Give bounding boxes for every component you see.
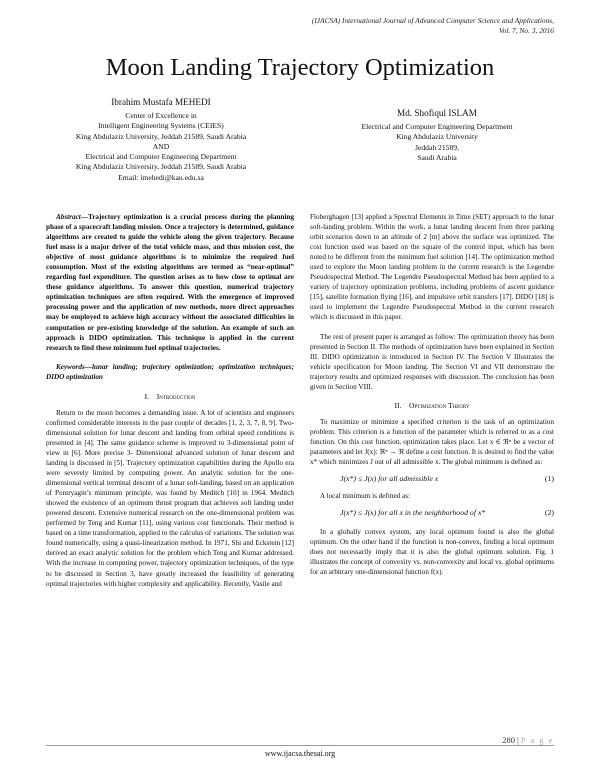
paper-title: Moon Landing Trajectory Optimization: [105, 54, 495, 81]
paragraph: A local minimum is defined as:: [320, 492, 411, 501]
author-affiliation-line: AND: [152, 141, 170, 151]
author-affiliation-line: King Abdulaziz University, Jeddah 21589, Saudi Arabia: [75, 131, 247, 141]
equation-2: [310, 508, 554, 518]
equation-1: [310, 474, 554, 484]
abstract-text: Trajectory optimization is a crucial process during the planning phase of a spacecraft landing mission. Once a trajectory is determined, guidance algorithms are created to guide the vehicle along the given trajectory. Because fuel mass is a major driver of the total vehicle mass, and thus mission cost, the objective of most guidance algorithms is to minimize the required fuel consumption. Most of the existing algorithms are termed as “near-optimal” regarding fuel expenditure. The question arises as to how close to optimal are these guidance algorithms. To answer this question, numerical trajectory optimization techniques are often required. With the emergence of improved processing power and the application of new methods, more direct approaches may be employed to achieve high accuracy without the associated difficulties in computation or pre-existing knowledge of the solution. An example of such an approach is DIDO optimization. This technique is applied in the current research to find these minimum fuel optimal trajectories.: [46, 213, 294, 352]
left-column: [46, 212, 294, 589]
author-affiliation-line: Intelligent Engineering Systems (CEIES): [98, 121, 224, 131]
keywords: Keywords—lunar landing; trajectory optimization; optimization techniques; DIDO optimization: [46, 362, 294, 381]
author-block-1: [46, 96, 276, 183]
abstract-label: Abstract: [56, 213, 81, 221]
author-name: Ibrahim Mustafa MEHEDI: [111, 97, 211, 107]
journal-volume: Vol. 7, No. 3, 2016: [498, 26, 554, 35]
author-affiliation-line: Saudi Arabia: [417, 152, 457, 162]
equation-number: (1): [544, 474, 554, 484]
author-block-2: [322, 107, 552, 163]
footer-rule: [46, 745, 554, 746]
author-affiliation-line: Electrical and Computer Engineering Department: [361, 122, 513, 131]
equation-expression: J(x*) ≤ J(x) for all x in the neighborhood of x*: [340, 508, 486, 518]
equation-number: (2): [544, 508, 554, 518]
paragraph: To maximize or minimize a specified criterion is the task of an optimization problem. This criterion is a function of the parameter which is referred to as a cost function. On this cost function, optimization takes place. Let x ∈ ℜⁿ be a vector of parameters and let J(x): ℜⁿ → ℜ define a cost function. It is desired to find the value x* which minimizes J out of all admissible x. The global minimum is defined as:: [310, 417, 554, 466]
journal-header: [214, 16, 554, 36]
author-affiliation-line: Center of Excellence in: [125, 111, 197, 120]
paragraph: The rest of present paper is arranged as follow: The optimization theory has been presented in Section II. The methods of optimization have been explained in Section III. DIDO optimization is introduced in Section IV. The Section V Illustrates the vehicle specification for Moon landing. The Section VI and VII demonstrate the trajectory results and optimized responses with discussion. The conclusion has been given in Section VIII.: [310, 332, 554, 391]
author-affiliation-line: King Abdulaziz University: [396, 132, 478, 142]
footer-url: www.ijacsa.thesai.org: [264, 749, 336, 758]
section-heading-optimization-theory: II. Optimization Theory: [394, 400, 470, 410]
author-affiliation-line: Jeddah 21589,: [415, 142, 459, 152]
journal-name: (IJACSA) International Journal of Advanced Computer Science and Applications,: [311, 16, 554, 25]
right-column: [310, 212, 554, 577]
abstract: Abstract—Trajectory optimization is a crucial process during the planning phase of a spacecraft landing mission. Once a trajectory is determined, guidance algorithms are created to guide the vehicle along the given trajectory. Because fuel mass is a major driver of the total vehicle mass, and thus mission cost, the objective of most guidance algorithms is to minimize the required fuel consumption. Most of the existing algorithms are termed as “near-optimal” regarding fuel expenditure. The question arises as to how close to optimal are these guidance algorithms. To answer this question, numerical trajectory optimization techniques are often required. With the emergence of improved processing power and the application of new methods, more direct approaches may be employed to achieve high accuracy without the associated difficulties in computation or pre-existing knowledge of the solution. An example of such an approach is DIDO optimization. This technique is applied in the current research to find these minimum fuel optimal trajectories.: [46, 213, 294, 352]
author-affiliation-line: Electrical and Computer Engineering Department: [85, 152, 237, 162]
paragraph: In a globally convex system, any local optimum found is also the global optimum. On the other hand if the function is non-convex, finding a local optimum does not necessarily imply that it is also the global optimum solution. Fig. 1 illustrates the concept of convexity vs. non-convexity and local vs. global optimums for an arbitrary one-dimensional function f(x).: [310, 528, 554, 577]
author-name: Md. Shofiqul ISLAM: [397, 108, 477, 118]
intro-paragraph: Return to the moon becomes a demanding issue. A lot of scientists and engineers confirmed considerable interests in the past couple of decades [1, 2, 3, 7, 8, 9]. Two-dimensional solution for lunar descent and landing from orbital speed conditions is presented in [4]. The same guidance scheme is improved to 3-dimensional point of view in [6]. More precise 3- Dimensional advanced solution of lunar descent and landing is discussed in [5]. Trajectory optimization capabilities during the Apollo era were severely limited by computing power. An analytic solution for the one-dimensional vertical terminal descent of a lunar soft-landing, based on an application of Pontryagin’s minimum principle, was found by Meditch [10] in 1964. Meditch showed the existence of an optimum thrust program that achieves soft landing under powered descent. Extensive numerical research on the one-dimensional problem was performed by Teng and Kumar [11], using various cost functionals. Their method is based on a time transformation, applied to the calculus of variations. The solution was found numerically, using a quasi-linearization method. In 1971, Shi and Eckstein [12] derived an exact analytic solution for the problem which Teng and Kumar addressed. With the increase in computing power, trajectory optimization techniques, of the type to be discussed in Section 3, have greatly increased the feasibility of generating optimal trajectories with higher complexity and applicability. Recently, Vasile and: [46, 408, 294, 588]
paragraph: Floberghagen [13] applied a Spectral Elements in Time (SET) approach to the lunar soft-landing problem. Within the work, a lunar landing descent from three parking orbit scenarios down to an altitude of 2 [m] above the surface was optimized. The cost function used was based on the square of the control input, which has been noted to be different from the minimum fuel solution [14]. The optimization method used to explore the Moon landing problem in the current research is the Legendre Pseudospectral Method. The Legendre Pseudospectral Method has been applied to a variety of trajectory optimization problems, including problems of ascent guidance [15], satellite formation flying [16], and impulsive orbit transfers [17]. DIDO [18] is used to implement the Legendre Pseudospectral Method in the current research which is discussed in this paper.: [310, 213, 554, 322]
section-heading-introduction: I. Introduction: [144, 391, 196, 401]
keywords-label: Keywords: [56, 362, 85, 371]
equation-expression: J(x*) ≤ J(x) for all admissible x: [340, 474, 439, 484]
page-number: 280 | P a g e: [502, 735, 554, 745]
author-affiliation-line: King Abdulaziz University, Jeddah 21589, Saudi Arabia: [75, 162, 247, 172]
keywords-text: lunar landing; trajectory optimization; optimization techniques; DIDO optimization: [46, 362, 294, 381]
author-email: Email: imehedi@kau.edu.sa: [118, 172, 204, 182]
